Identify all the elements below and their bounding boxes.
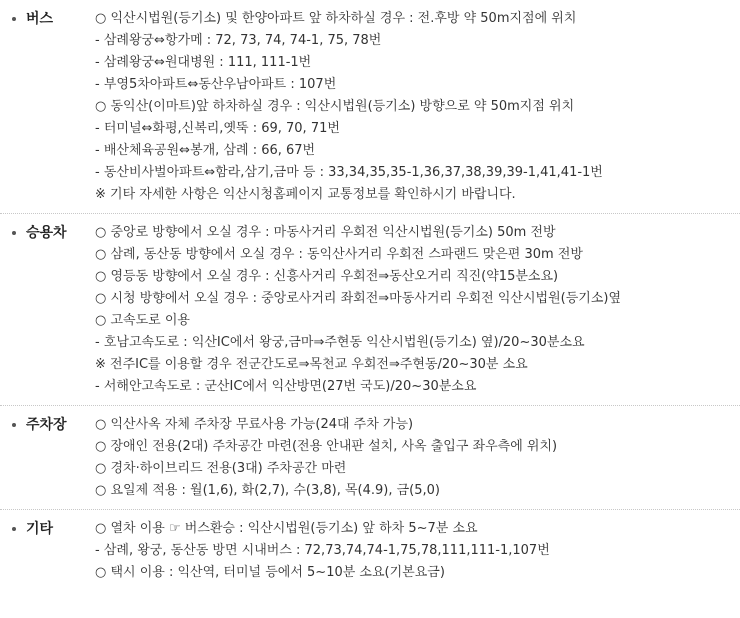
section-parking: [0, 406, 740, 510]
info-line: ※ 전주IC를 이용할 경우 전군간도로⇒목천교 우회전⇒주현동/20~30분 소요: [95, 357, 528, 372]
info-line: - 부영5차아파트⇔동산우남아파트 : 107번: [95, 77, 337, 92]
info-line: - 삼례왕궁⇔원대병원 : 111, 111-1번: [95, 55, 312, 70]
info-line: - 삼례, 왕궁, 동산동 방면 시내버스 : 72,73,74,74-1,75,78,111,111-1,107번: [95, 543, 550, 558]
section-header: [0, 414, 95, 502]
bullet-dot-icon: [12, 527, 16, 531]
info-line: ○ 동익산(이마트)앞 하차하실 경우 : 익산시법원(등기소) 방향으로 약 50m지점 위치: [95, 99, 575, 114]
section-other: [0, 510, 740, 591]
section-header: [0, 518, 95, 584]
info-line: ※ 기타 자세한 사항은 익산시청홈페이지 교통정보를 확인하시기 바랍니다.: [95, 187, 516, 202]
section-car: [0, 214, 740, 406]
info-line: ○ 익산사옥 자체 주차장 무료사용 가능(24대 주차 가능): [95, 417, 414, 432]
info-line: ○ 택시 이용 : 익산역, 터미널 등에서 5~10분 소요(기본요금): [95, 565, 445, 580]
info-line: ○ 익산시법원(등기소) 및 한양아파트 앞 하차하실 경우 : 전.후방 약 50m지점에 위치: [95, 11, 577, 26]
info-line: ○ 요일제 적용 : 월(1,6), 화(2,7), 수(3,8), 목(4.9), 금(5,0): [95, 483, 440, 498]
section-lines: [95, 222, 740, 398]
info-line: ○ 삼례, 동산동 방향에서 오실 경우 : 동익산사거리 우회전 스파랜드 맞은편 30m 전방: [95, 247, 583, 262]
info-line: - 배산체육공원⇔봉개, 삼례 : 66, 67번: [95, 143, 316, 158]
section-lines: [95, 518, 740, 584]
info-line: - 서해안고속도로 : 군산IC에서 익산방면(27번 국도)/20~30분소요: [95, 379, 477, 394]
section-title: 기타: [26, 521, 54, 537]
bullet-dot-icon: [12, 423, 16, 427]
section-header: [0, 8, 95, 206]
section-title: 승용차: [26, 225, 67, 241]
info-line: - 호남고속도로 : 익산IC에서 왕궁,금마⇒주현동 익산시법원(등기소) 옆)/20~30분소요: [95, 335, 585, 350]
section-title: 주차장: [26, 417, 67, 433]
section-lines: [95, 8, 740, 206]
section-bus: [0, 0, 740, 214]
info-line: ○ 고속도로 이용: [95, 313, 190, 328]
info-line: ○ 열차 이용 ☞ 버스환승 : 익산시법원(등기소) 앞 하차 5~7분 소요: [95, 521, 478, 536]
info-line: ○ 시청 방향에서 오실 경우 : 중앙로사거리 좌회전⇒마동사거리 우회전 익산시법원(등기소)옆: [95, 291, 622, 306]
bullet-dot-icon: [12, 17, 16, 21]
section-header: [0, 222, 95, 398]
info-line: ○ 중앙로 방향에서 오실 경우 : 마동사거리 우회전 익산시법원(등기소) 50m 전방: [95, 225, 556, 240]
info-line: - 터미널⇔화평,신복리,옛뚝 : 69, 70, 71번: [95, 121, 340, 136]
info-line: - 삼례왕궁⇔항가메 : 72, 73, 74, 74-1, 75, 78번: [95, 33, 382, 48]
section-lines: [95, 414, 740, 502]
section-title: 버스: [26, 11, 54, 27]
info-line: - 동산비사벌아파트⇔함라,삼기,금마 등 : 33,34,35,35-1,36,37,38,39,39-1,41,41-1번: [95, 165, 603, 180]
info-line: ○ 영등동 방향에서 오실 경우 : 신흥사거리 우회전⇒동산오거리 직진(약15분소요): [95, 269, 559, 284]
bullet-dot-icon: [12, 231, 16, 235]
info-line: ○ 장애인 전용(2대) 주차공간 마련(전용 안내판 설치, 사옥 출입구 좌우측에 위치): [95, 439, 558, 454]
info-line: ○ 경차·하이브리드 전용(3대) 주차공간 마련: [95, 461, 347, 476]
